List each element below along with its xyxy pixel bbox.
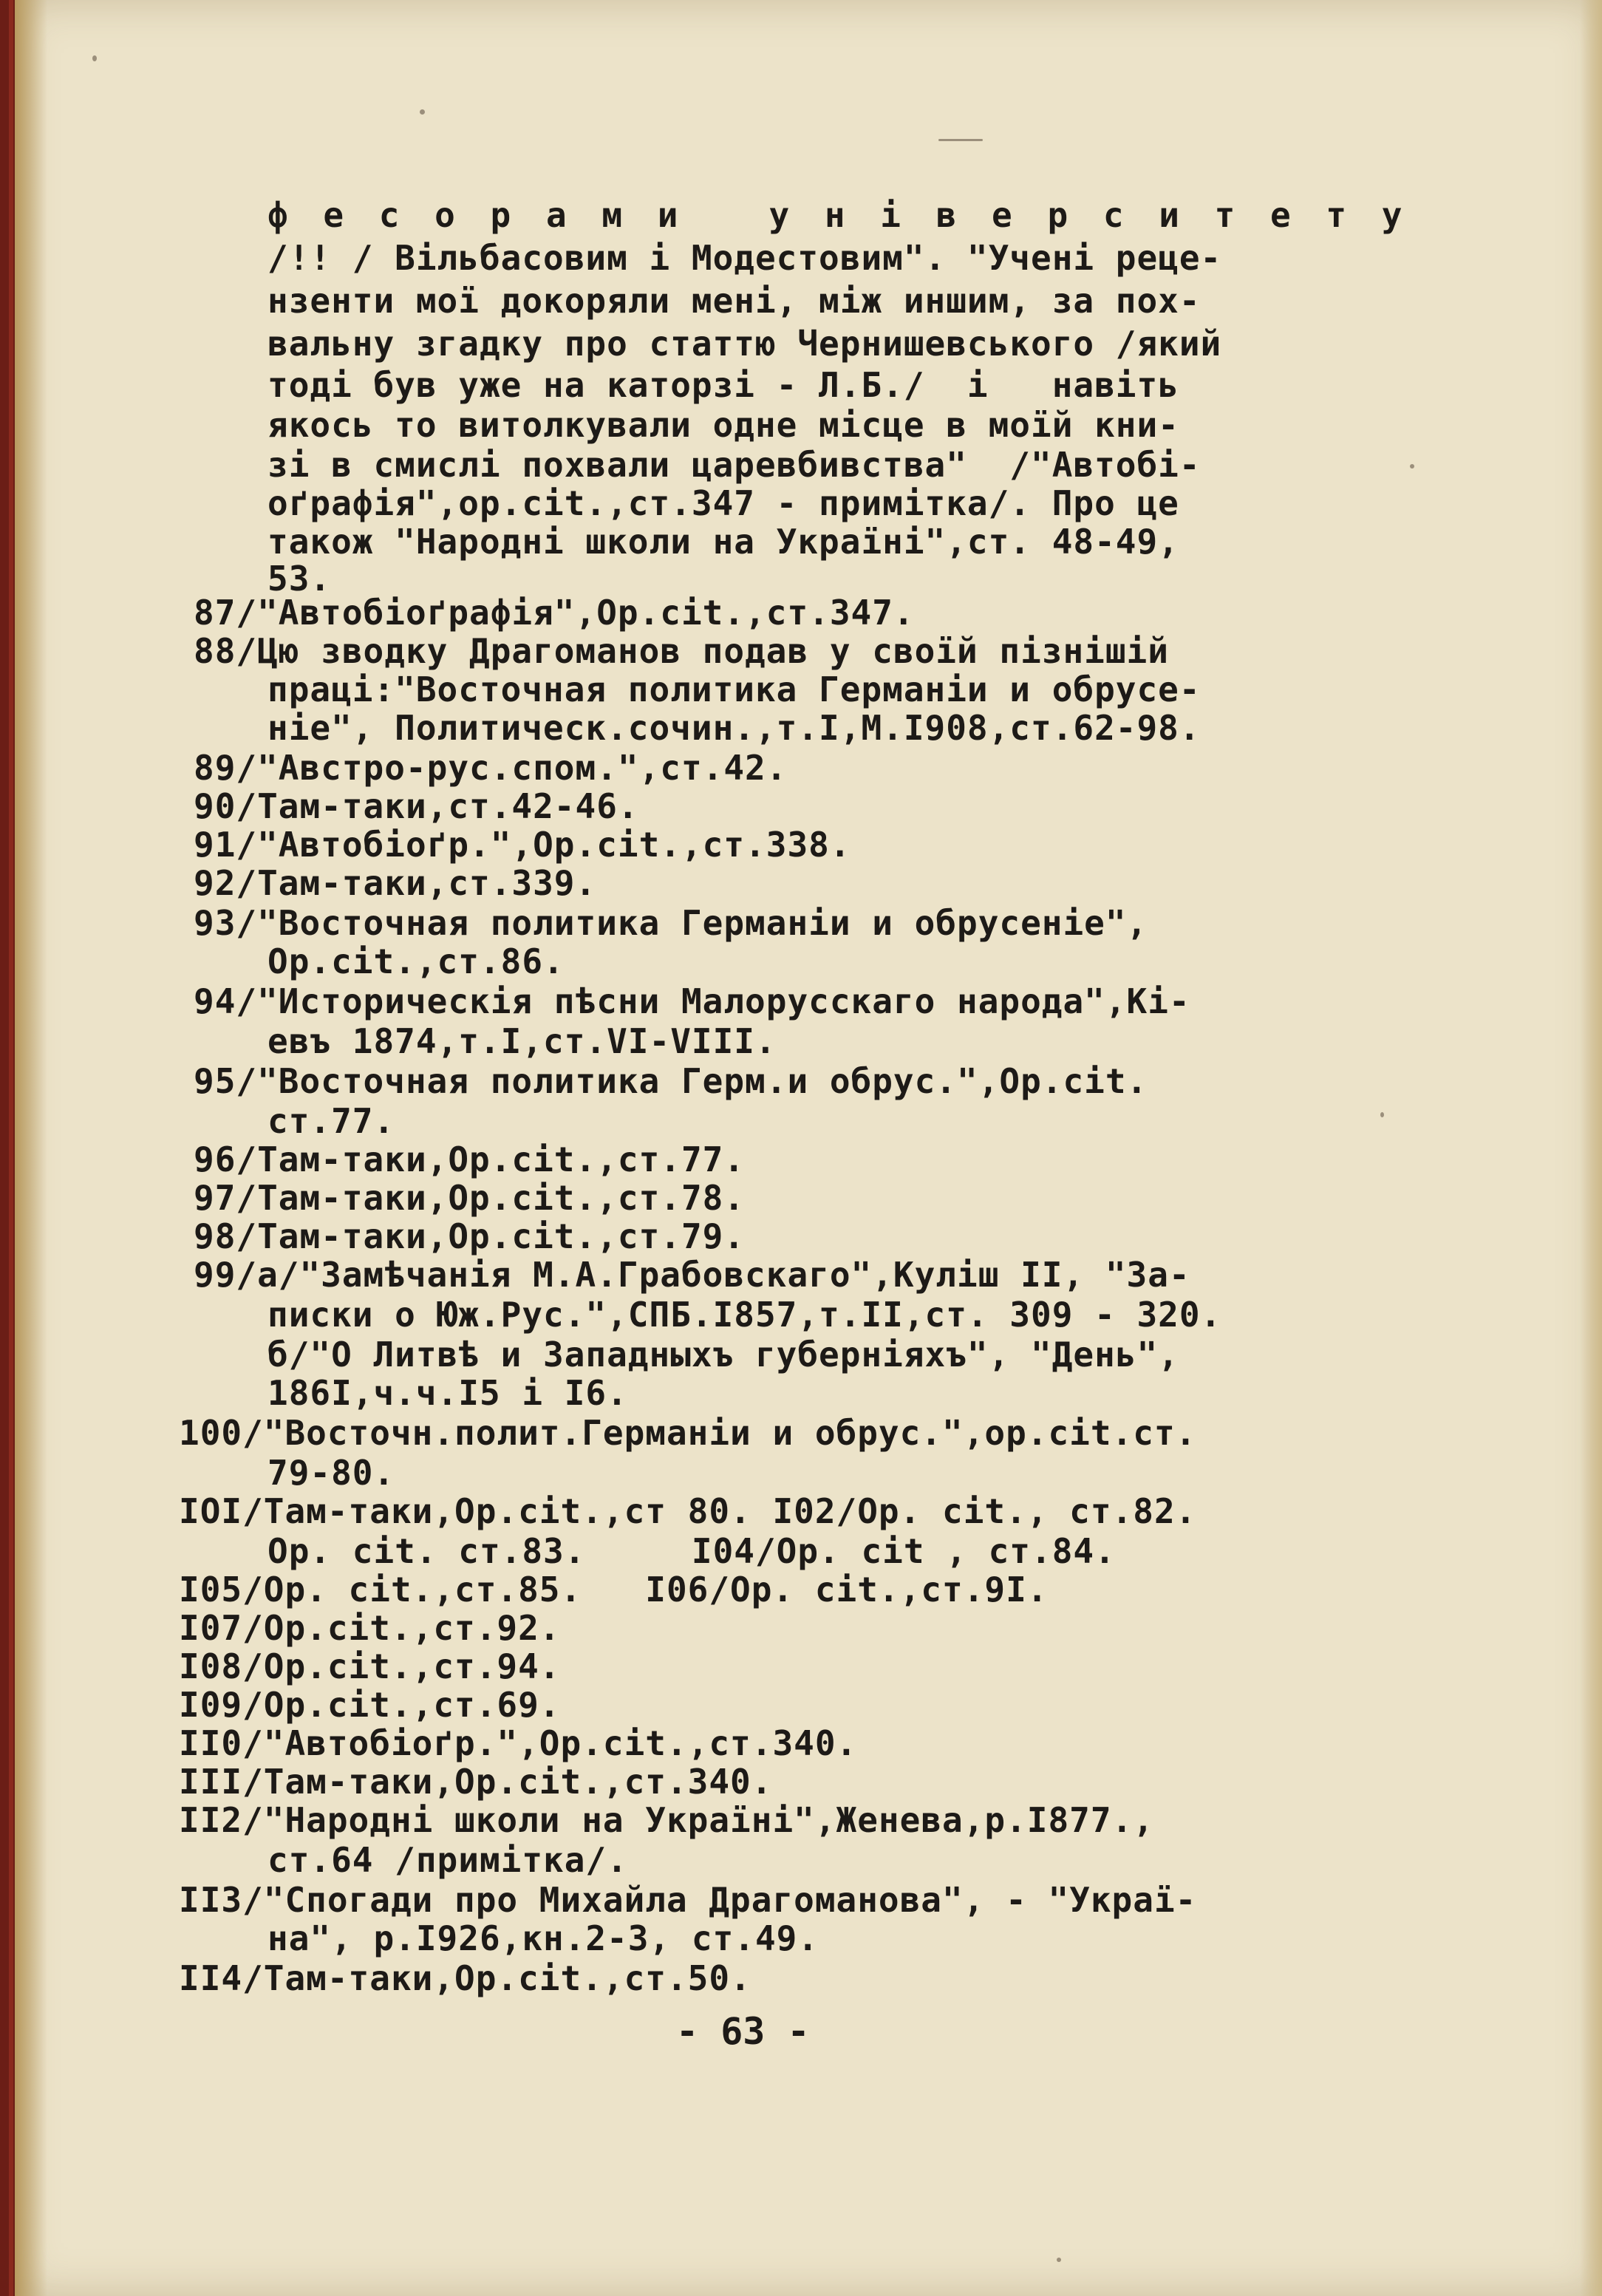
note-112: II2/"Народні школи на Україні",Женева,р.I877., bbox=[179, 1800, 1154, 1840]
binding-strip bbox=[9, 0, 13, 2296]
text-line: якось то витолкували одне місце в моїй кни- bbox=[267, 405, 1179, 445]
text-line: зі в смислі похвали царевбивства" /"Автобі- bbox=[267, 445, 1201, 485]
text-line: праці:"Восточная политика Германіи и обрусе- bbox=[267, 670, 1201, 709]
note-96: 96/Там-таки,Op.cit.,ст.77. bbox=[194, 1140, 746, 1179]
note-90: 90/Там-таки,ст.42-46. bbox=[194, 786, 639, 826]
paper-speck bbox=[1057, 2258, 1061, 2262]
paper-speck bbox=[92, 55, 97, 61]
note-91: 91/"Автобіоґр.",Op.cit.,ст.338. bbox=[194, 825, 851, 865]
gutter-shadow bbox=[15, 0, 47, 2296]
note-110: II0/"Автобіоґр.",Op.cit.,ст.340. bbox=[179, 1723, 858, 1763]
text-line: Op. cit. ст.83. I04/Op. cit , ст.84. bbox=[267, 1531, 1116, 1571]
note-98: 98/Там-таки,Op.cit.,ст.79. bbox=[194, 1216, 746, 1256]
note-105-106: I05/Op. cit.,ст.85. I06/Op. cit.,ст.9I. bbox=[179, 1570, 1049, 1609]
note-114: II4/Там-таки,Op.cit.,ст.50. bbox=[179, 1958, 751, 1998]
note-100: 100/"Восточн.полит.Германіи и обрус.",op.cit.ст. bbox=[179, 1413, 1197, 1453]
text-line: нзенти мої докоряли мені, між иншим, за пох- bbox=[267, 281, 1201, 321]
note-94: 94/"Историческія пѣсни Малорусскаго народа",Кі- bbox=[194, 981, 1190, 1021]
note-88: 88/Цю зводку Драгоманов подав у своїй пізнішій bbox=[194, 631, 1169, 671]
note-87: 87/"Автобіоґрафія",Op.cit.,ст.347. bbox=[194, 593, 915, 633]
text-line: писки о Юж.Рус.",СПБ.І857,т.II,ст. 309 - 320. bbox=[267, 1295, 1222, 1335]
text-line: на", р.I926,кн.2-3, ст.49. bbox=[267, 1918, 819, 1958]
note-113: II3/"Спогади про Михайла Драгоманова", - "Украї- bbox=[179, 1880, 1197, 1920]
text-line: Op.cit.,ст.86. bbox=[267, 941, 565, 981]
note-89: 89/"Австро-рус.спом.",ст.42. bbox=[194, 748, 788, 788]
note-111: III/Там-таки,Op.cit.,ст.340. bbox=[179, 1762, 773, 1802]
text-line: /!! / Вільбасовим і Модестовим". "Учені реце- bbox=[267, 238, 1222, 278]
text-line: 186I,ч.ч.I5 і I6. bbox=[267, 1373, 628, 1413]
paper-speck bbox=[1380, 1112, 1384, 1117]
text-line: 79-80. bbox=[267, 1453, 395, 1493]
text-line: тоді був уже на каторзі - Л.Б./ і навіть bbox=[267, 365, 1179, 405]
note-109: I09/Op.cit.,ст.69. bbox=[179, 1685, 561, 1725]
note-99: 99/а/"Замѣчанія М.А.Грабовскаго",Куліш II, "За- bbox=[194, 1255, 1190, 1295]
text-line: ф е с о р а м и у н і в е р с и т е т у bbox=[267, 195, 1410, 235]
note-108: I08/Op.cit.,ст.94. bbox=[179, 1646, 561, 1686]
page-number: - 63 - bbox=[676, 2010, 810, 2053]
note-95: 95/"Восточная политика Герм.и обрус.",Op.cit. bbox=[194, 1061, 1148, 1101]
document-page bbox=[15, 0, 1602, 2296]
book-binding bbox=[0, 0, 16, 2296]
text-line: б/"О Литвѣ и Западныхъ губерніяхъ", "День", bbox=[267, 1335, 1179, 1374]
note-92: 92/Там-таки,ст.339. bbox=[194, 863, 597, 903]
text-line: також "Народні школи на Україні",ст. 48-49, bbox=[267, 522, 1179, 562]
text-line: ст.64 /примітка/. bbox=[267, 1840, 628, 1880]
text-line: евъ 1874,т.І,ст.VI-VIII. bbox=[267, 1021, 777, 1061]
note-93: 93/"Восточная политика Германіи и обрусеніе", bbox=[194, 903, 1148, 943]
paper-speck bbox=[938, 139, 983, 141]
note-107: I07/Op.cit.,ст.92. bbox=[179, 1608, 561, 1648]
page-edge-shadow bbox=[1580, 0, 1602, 2296]
text-line: оґрафія",op.cit.,ст.347 - примітка/. Про це bbox=[267, 483, 1179, 523]
text-line: ст.77. bbox=[267, 1101, 395, 1141]
text-line: вальну згадку про статтю Чернишевського /який bbox=[267, 324, 1222, 364]
note-97: 97/Там-таки,Op.cit.,ст.78. bbox=[194, 1178, 746, 1218]
paper-speck bbox=[1410, 464, 1414, 469]
text-line: ніе", Политическ.сочин.,т.І,М.І908,ст.62-98. bbox=[267, 708, 1201, 748]
text-line: 53. bbox=[267, 559, 332, 599]
paper-speck bbox=[420, 109, 425, 115]
note-101-102: IOI/Там-таки,Op.cit.,ст 80. I02/Op. cit., ст.82. bbox=[179, 1491, 1197, 1531]
